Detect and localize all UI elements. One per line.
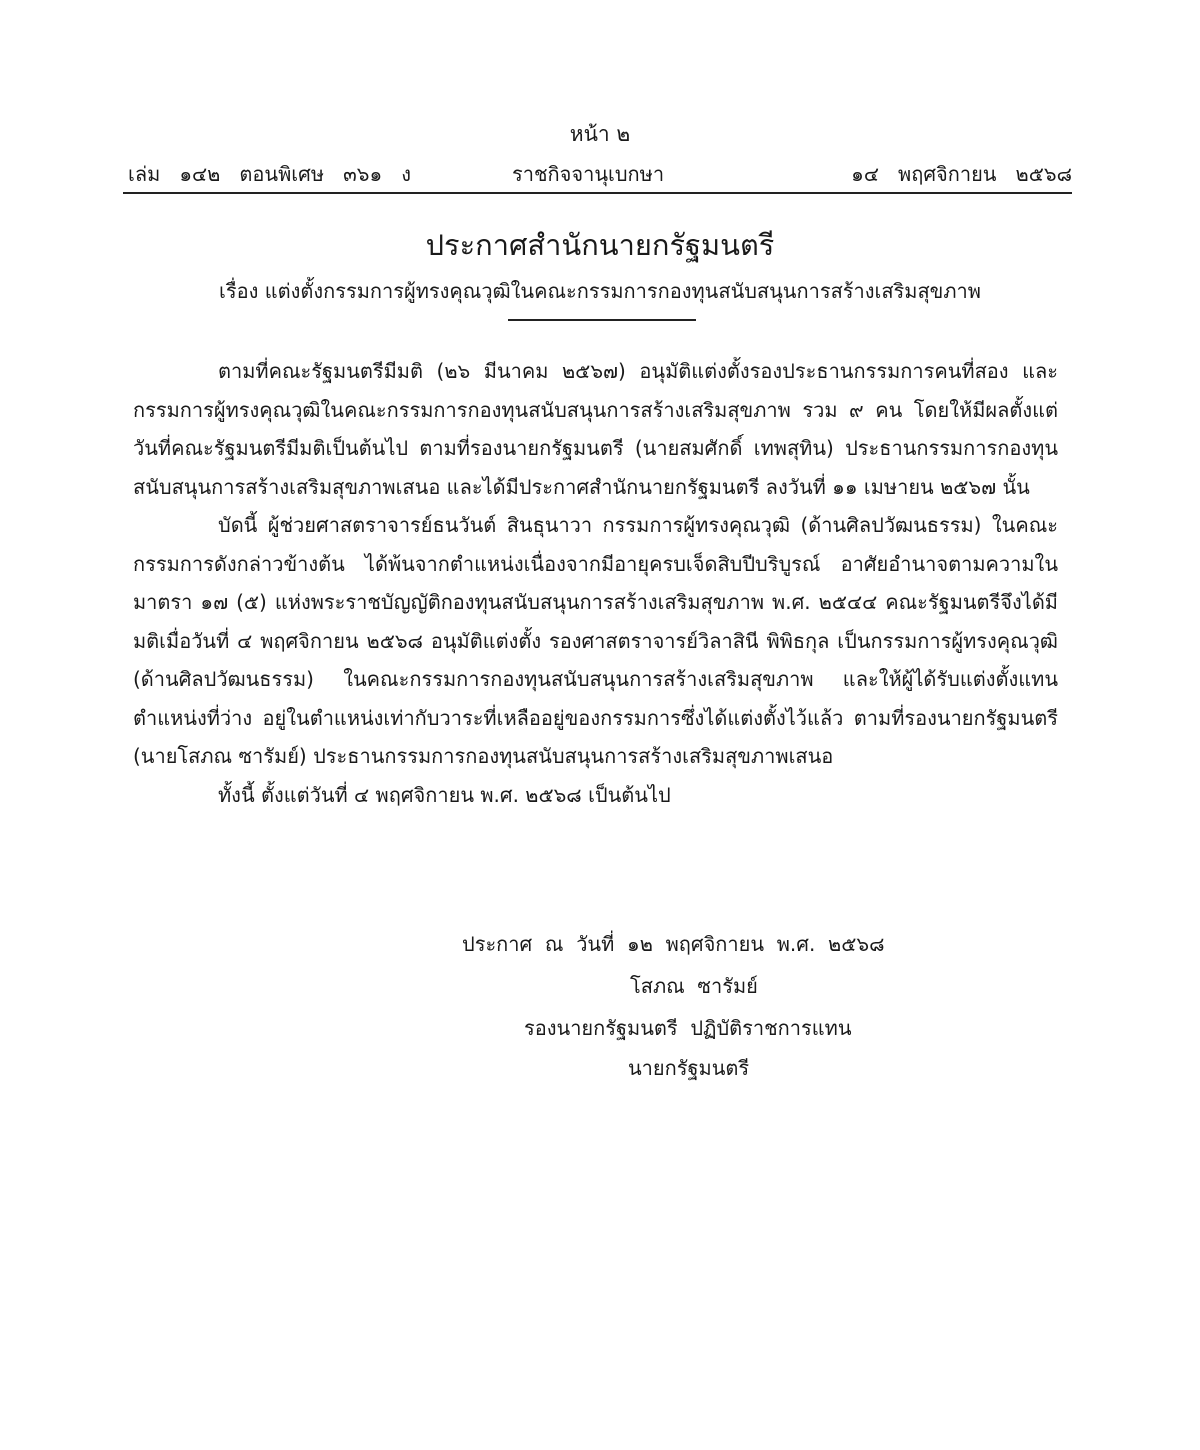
signatory-position: รองนายกรัฐมนตรี ปฏิบัติราชการแทน — [524, 1016, 852, 1040]
publication-date: ๑๔ พฤศจิกายน ๒๕๖๘ — [851, 162, 1072, 186]
signatory-name: โสภณ ซารัมย์ — [630, 974, 758, 998]
gazette-header — [128, 158, 1072, 188]
title-divider — [508, 319, 696, 321]
document-body — [133, 352, 1058, 814]
document-subject: เรื่อง แต่งตั้งกรรมการผู้ทรงคุณวุฒิในคณะกรรมการกองทุนสนับสนุนการสร้างเสริมสุขภาพ — [219, 279, 981, 303]
signatory-position-continued: นายกรัฐมนตรี — [628, 1056, 750, 1080]
body-paragraph: บัดนี้ ผู้ช่วยศาสตราจารย์ธนวันต์ สินธุนาวา กรรมการผู้ทรงคุณวุฒิ (ด้านศิลปวัฒนธรรม) ในคณะกรรมการดังกล่าวข้างต้น ได้พ้นจากตำแหน่งเนื่องจากมีอายุครบเจ็ดสิบปีบริบูรณ์ อาศัยอำนาจตามความในมาตรา ๑๗ (๕) แห่งพระราชบัญญัติกองทุนสนับสนุนการสร้างเสริมสุขภาพ พ.ศ. ๒๕๔๔ คณะรัฐมนตรีจึงได้มีมติเมื่อวันที่ ๔ พฤศจิกายน ๒๕๖๘ อนุมัติแต่งตั้ง รองศาสตราจารย์วิลาสินี พิพิธกุล เป็นกรรมการผู้ทรงคุณวุฒิ (ด้านศิลปวัฒนธรรม) ในคณะกรรมการกองทุนสนับสนุนการสร้างเสริมสุขภาพ และให้ผู้ได้รับแต่งตั้งแทนตำแหน่งที่ว่าง อยู่ในตำแหน่งเท่ากับวาระที่เหลืออยู่ของกรรมการซึ่งได้แต่งตั้งไว้แล้ว ตามที่รองนายกรัฐมนตรี (นายโสภณ ซารัมย์) ประธานกรรมการกองทุนสนับสนุนการสร้างเสริมสุขภาพเสนอ — [133, 513, 1058, 768]
announcement-date: ประกาศ ณ วันที่ ๑๒ พฤศจิกายน พ.ศ. ๒๕๖๘ — [462, 932, 885, 956]
page-number: หน้า ๒ — [569, 122, 631, 146]
body-paragraph: ทั้งนี้ ตั้งแต่วันที่ ๔ พฤศจิกายน พ.ศ. ๒๕๖๘ เป็นต้นไป — [218, 782, 671, 807]
gazette-name: ราชกิจจานุเบกษา — [512, 162, 665, 186]
document-title: ประกาศสำนักนายกรัฐมนตรี — [425, 228, 775, 262]
header-divider — [123, 192, 1072, 194]
body-paragraph: ตามที่คณะรัฐมนตรีมีมติ (๒๖ มีนาคม ๒๕๖๗) อนุมัติแต่งตั้งรองประธานกรรมการคนที่สอง และกรรมการผู้ทรงคุณวุฒิในคณะกรรมการกองทุนสนับสนุนการสร้างเสริมสุขภาพ รวม ๙ คน โดยให้มีผลตั้งแต่วันที่คณะรัฐมนตรีมีมติเป็นต้นไป ตามที่รองนายกรัฐมนตรี (นายสมศักดิ์ เทพสุทิน) ประธานกรรมการกองทุนสนับสนุนการสร้างเสริมสุขภาพเสนอ และได้มีประกาศสำนักนายกรัฐมนตรี ลงวันที่ ๑๑ เมษายน ๒๕๖๗ นั้น — [133, 359, 1058, 499]
volume-issue: เล่ม ๑๔๒ ตอนพิเศษ ๓๖๑ ง — [128, 162, 411, 186]
